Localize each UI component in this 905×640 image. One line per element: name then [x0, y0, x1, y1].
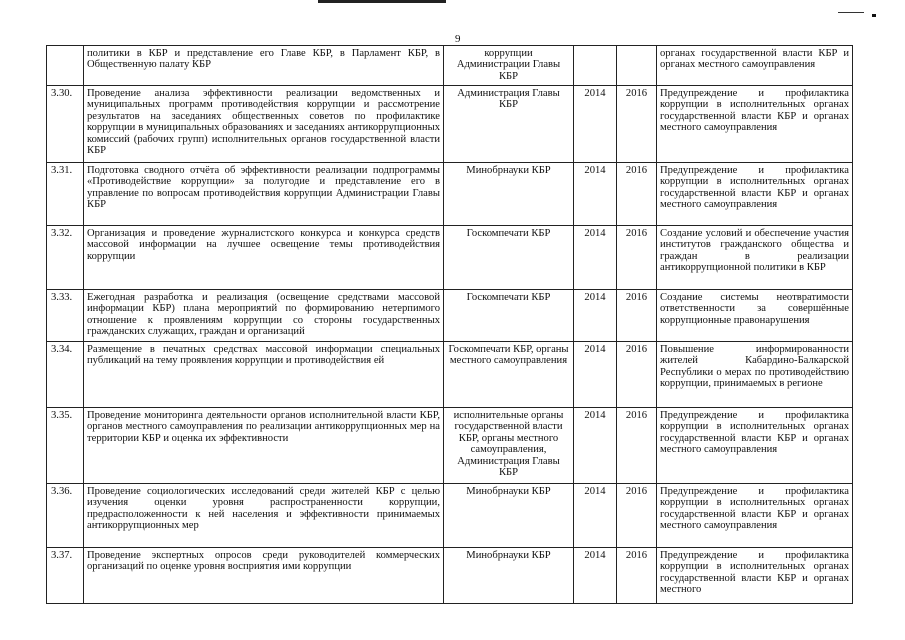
- end-year: 2016: [617, 290, 657, 342]
- executor: Минобрнауки КБР: [444, 548, 574, 604]
- executor: Госкомпечати КБР: [444, 226, 574, 290]
- expected-result: Повышение информированности жителей Кабардино-Балкарской Республики о мерах по противодействию коррупции, принимаемых в регионе: [657, 342, 853, 408]
- table-row: [47, 408, 853, 484]
- row-number: 3.37.: [47, 548, 84, 604]
- expected-result: Предупреждение и профилактика коррупции в исполнительных органах государственной власти КБР и органах местного самоуправления: [657, 408, 853, 484]
- measure-description: Подготовка сводного отчёта об эффективности реализации подпрограммы «Противодействие коррупции» за полугодие и представление его в управление по вопросам противодействия коррупции Администрации Главы КБР: [84, 163, 444, 226]
- end-year: 2016: [617, 548, 657, 604]
- row-number: [47, 46, 84, 86]
- executor: Госкомпечати КБР: [444, 290, 574, 342]
- expected-result: Предупреждение и профилактика коррупции в исполнительных органах государственной власти КБР и органах местного самоуправления: [657, 163, 853, 226]
- table-row: [47, 342, 853, 408]
- measure-description: Ежегодная разработка и реализация (освещение средствами массовой информации КБР) плана мероприятий по формированию нетерпимого отношение к проявлениям коррупции со стороны государственных гражданских служащих, граждан и организаций: [84, 290, 444, 342]
- top-rule: [318, 0, 446, 3]
- start-year: 2014: [574, 342, 617, 408]
- expected-result: Создание условий и обеспечение участия институтов гражданского общества и граждан в реализации антикоррупционной политики в КБР: [657, 226, 853, 290]
- end-year: 2016: [617, 342, 657, 408]
- measure-description: Проведение анализа эффективности реализации ведомственных и муниципальных программ противодействия коррупции и рассмотрение результатов на заседаниях общественных советов по профилактике коррупции в муниципальных образованиях и заседаниях антикоррупционных комиссий (рабочих групп) исполнительных органов государственной власти КБР: [84, 86, 444, 163]
- start-year: 2014: [574, 226, 617, 290]
- measure-description: Размещение в печатных средствах массовой информации специальных публикаций на тему проявления коррупции и противодействия ей: [84, 342, 444, 408]
- expected-result: Предупреждение и профилактика коррупции в исполнительных органах государственной власти КБР и органах местного: [657, 548, 853, 604]
- corner-dash: [838, 12, 864, 13]
- row-number: 3.30.: [47, 86, 84, 163]
- executor: Минобрнауки КБР: [444, 163, 574, 226]
- end-year: 2016: [617, 86, 657, 163]
- start-year: [574, 46, 617, 86]
- table-row: [47, 226, 853, 290]
- measure-description: Проведение экспертных опросов среди руководителей коммерческих организаций по оценке уровня восприятия ими коррупции: [84, 548, 444, 604]
- corner-dot: [872, 14, 876, 17]
- expected-result: Предупреждение и профилактика коррупции в исполнительных органах государственной власти КБР и органах местного самоуправления: [657, 86, 853, 163]
- page-number: 9: [455, 33, 461, 45]
- row-number: 3.35.: [47, 408, 84, 484]
- start-year: 2014: [574, 484, 617, 548]
- end-year: 2016: [617, 163, 657, 226]
- start-year: 2014: [574, 548, 617, 604]
- table-row: [47, 46, 853, 86]
- table-row: [47, 163, 853, 226]
- start-year: 2014: [574, 163, 617, 226]
- executor: исполнительные органы государственной власти КБР, органы местного самоуправления, Администрация Главы КБР: [444, 408, 574, 484]
- start-year: 2014: [574, 408, 617, 484]
- measures-table: [46, 45, 853, 604]
- executor: Администрация Главы КБР: [444, 86, 574, 163]
- measure-description: Организация и проведение журналистского конкурса и конкурса средств массовой информации на лучшее освещение темы противодействия коррупции: [84, 226, 444, 290]
- executor: коррупции Администрации Главы КБР: [444, 46, 574, 86]
- executor: Минобрнауки КБР: [444, 484, 574, 548]
- row-number: 3.33.: [47, 290, 84, 342]
- table-row: [47, 86, 853, 163]
- row-number: 3.34.: [47, 342, 84, 408]
- expected-result: Создание системы неотвратимости ответственности за совершённые коррупционные правонарушения: [657, 290, 853, 342]
- measure-description: политики в КБР и представление его Главе КБР, в Парламент КБР, в Общественную палату КБР: [84, 46, 444, 86]
- table-row: [47, 484, 853, 548]
- end-year: 2016: [617, 408, 657, 484]
- measure-description: Проведение социологических исследований среди жителей КБР с целью изучения оценки уровня распространенности коррупции, предрасположенности к ней населения и эффективности принимаемых антикоррупционных мер: [84, 484, 444, 548]
- executor: Госкомпечати КБР, органы местного самоуправления: [444, 342, 574, 408]
- row-number: 3.32.: [47, 226, 84, 290]
- start-year: 2014: [574, 86, 617, 163]
- end-year: 2016: [617, 226, 657, 290]
- row-number: 3.31.: [47, 163, 84, 226]
- expected-result: органах государственной власти КБР и органах местного самоуправления: [657, 46, 853, 86]
- measure-description: Проведение мониторинга деятельности органов исполнительной власти КБР, органов местного самоуправления по реализации антикоррупционных мер на территории КБР и оценка их эффективности: [84, 408, 444, 484]
- table-row: [47, 290, 853, 342]
- table-row: [47, 548, 853, 604]
- expected-result: Предупреждение и профилактика коррупции в исполнительных органах государственной власти КБР и органах местного самоуправления: [657, 484, 853, 548]
- end-year: 2016: [617, 484, 657, 548]
- start-year: 2014: [574, 290, 617, 342]
- end-year: [617, 46, 657, 86]
- row-number: 3.36.: [47, 484, 84, 548]
